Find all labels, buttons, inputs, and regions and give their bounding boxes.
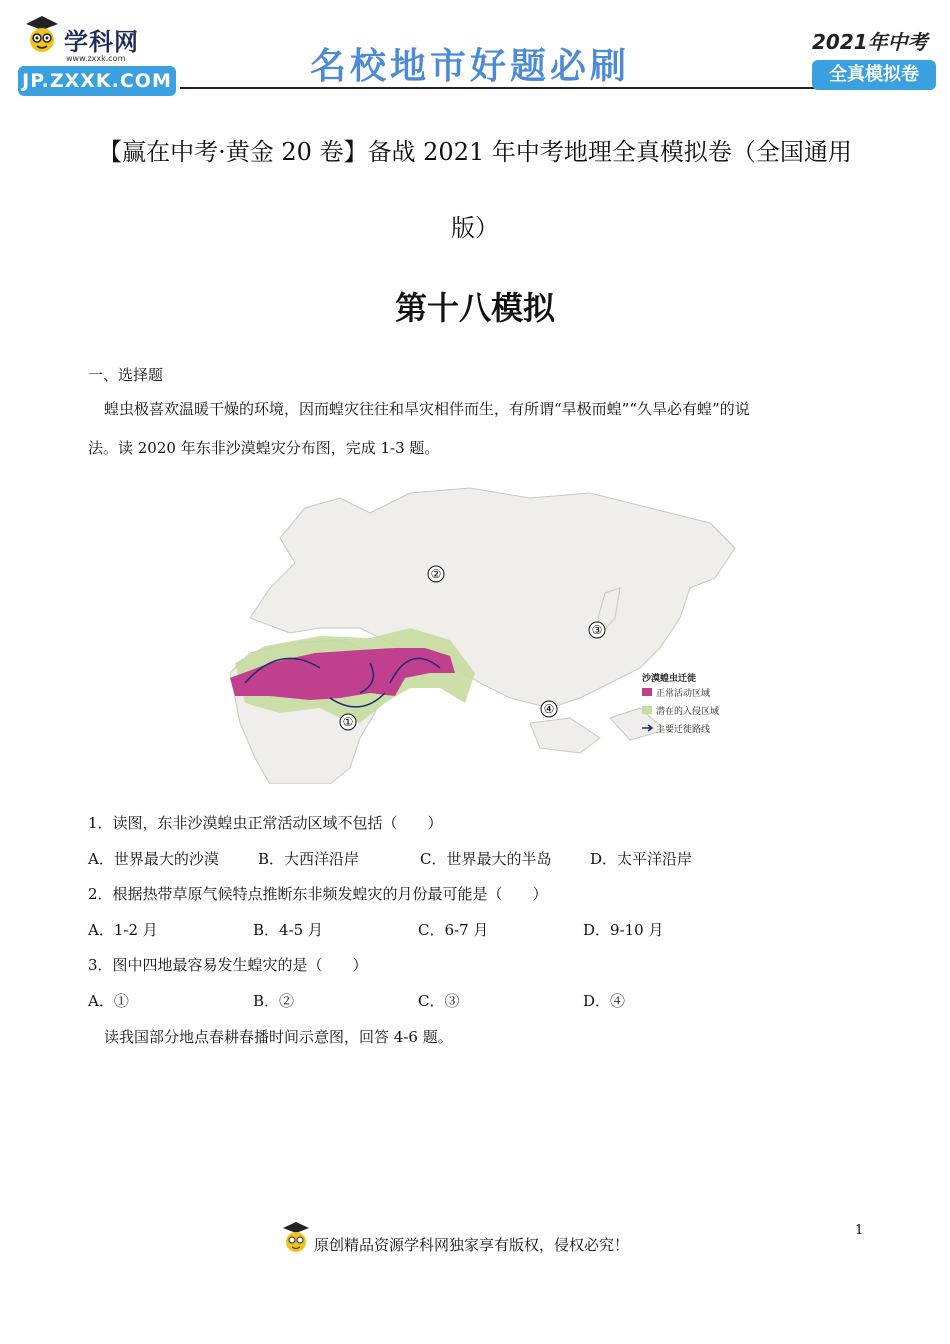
locust-distribution-map <box>210 468 750 784</box>
document-title-line2: 版） <box>451 214 499 242</box>
header-divider <box>180 87 820 89</box>
mascot-icon <box>280 1220 312 1260</box>
q3-option-a: A．① <box>88 992 129 1010</box>
marker-1 <box>340 714 356 730</box>
copyright-notice: 原创精品资源学科网独家享有版权，侵权必究！ <box>314 1236 630 1254</box>
intro-line-2: 法。读 2020 年东非沙漠蝗灾分布图，完成 1-3 题。 <box>88 439 440 457</box>
header-year: 2021年中考 <box>812 30 928 54</box>
next-intro: 读我国部分地点春耕春播时间示意图，回答 4-6 题。 <box>104 1028 453 1046</box>
q2-option-a: A．1-2 月 <box>88 921 158 939</box>
q3-option-b: B．② <box>253 992 295 1010</box>
marker-4 <box>541 701 557 717</box>
q1-option-d: D．太平洋沿岸 <box>590 850 693 868</box>
q3-option-c: C．③ <box>418 992 460 1010</box>
document-subtitle: 第十八模拟 <box>394 289 555 327</box>
question-2-stem: 2．根据热带草原气候特点推断东非频发蝗灾的月份最可能是（ ） <box>88 885 548 903</box>
q1-option-b: B．大西洋沿岸 <box>258 850 360 868</box>
document-title-line1: 【赢在中考·黄金 20 卷】备战 2021 年中考地理全真模拟卷（全国通用 <box>98 138 852 166</box>
page-header <box>0 0 950 100</box>
q1-option-c: C．世界最大的半岛 <box>420 850 552 868</box>
svg-text:④: ④ <box>543 702 555 716</box>
legend-potential: 潜在的入侵区域 <box>656 707 720 717</box>
legend-title: 沙漠蝗虫迁徙 <box>642 674 697 684</box>
q2-option-d: D．9-10 月 <box>583 921 664 939</box>
marker-2 <box>428 566 444 582</box>
legend-normal: 正常活动区域 <box>656 689 711 699</box>
page-number: 1 <box>855 1223 864 1238</box>
brand-name: 学科网 <box>64 28 139 56</box>
q1-option-a: A．世界最大的沙漠 <box>88 850 219 868</box>
header-badge: 全真模拟卷 <box>812 60 936 90</box>
question-1-stem: 1．读图，东非沙漠蝗虫正常活动区域不包括（ ） <box>88 814 443 832</box>
svg-text:②: ② <box>430 567 442 581</box>
marker-3 <box>589 622 605 638</box>
intro-line-1: 蝗虫极喜欢温暖干燥的环境，因而蝗灾往往和旱灾相伴而生，有所谓“旱极而蝗”“久旱必有蝗”的说 <box>104 400 750 418</box>
page-footer <box>280 1220 680 1260</box>
zxxk-logo[interactable] <box>18 12 178 96</box>
header-slogan: 名校地市好题必刷 <box>310 46 631 87</box>
svg-text:①: ① <box>342 715 354 729</box>
question-3-stem: 3．图中四地最容易发生蝗灾的是（ ） <box>88 956 368 974</box>
brand-url: www.zxxk.com <box>66 54 126 63</box>
section-heading: 一、选择题 <box>88 366 164 384</box>
svg-text:③: ③ <box>591 623 603 637</box>
legend-route: 主要迁徙路线 <box>656 725 711 735</box>
site-link[interactable]: JP.ZXXK.COM <box>18 66 176 96</box>
q2-option-b: B．4-5 月 <box>253 921 323 939</box>
q3-option-d: D．④ <box>583 992 626 1010</box>
mascot-icon <box>22 14 62 58</box>
q2-option-c: C．6-7 月 <box>418 921 489 939</box>
